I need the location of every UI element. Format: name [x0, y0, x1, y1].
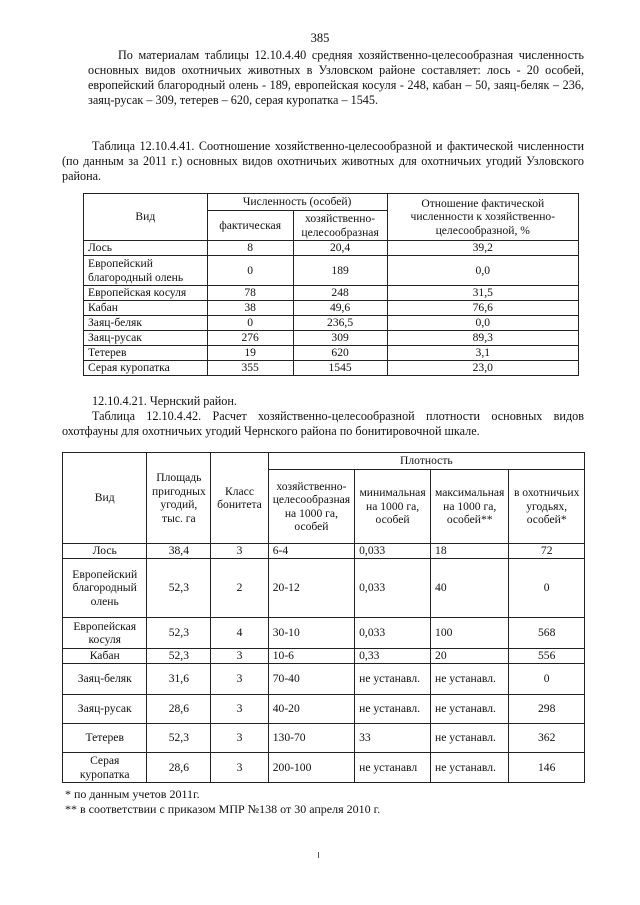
t2-cell-area: 52,3: [147, 559, 211, 618]
t1-body: [84, 241, 579, 376]
t2-cell-economic: 200-100: [268, 753, 354, 783]
t2-header-economic: хозяйственно-целесообразная на 1000 га, особей: [268, 470, 354, 544]
t1-cell-economic: 20,4: [293, 241, 387, 256]
table-row: [63, 753, 585, 783]
t1-cell-ratio: 3,1: [387, 346, 578, 361]
table-row: [63, 695, 585, 724]
table-row: [63, 664, 585, 695]
t1-header-economic: хозяйственно-целесообразная: [293, 211, 387, 241]
t2-cell-min: 0,033: [355, 618, 431, 649]
footnotes: [65, 787, 380, 817]
t1-cell-economic: 248: [293, 286, 387, 301]
t2-cell-max: 100: [431, 618, 509, 649]
t1-cell-actual: 355: [207, 361, 293, 376]
t1-cell-species: Европейская косуля: [84, 286, 208, 301]
t1-cell-economic: 620: [293, 346, 387, 361]
t2-cell-actual: 362: [509, 724, 585, 753]
t1-cell-ratio: 23,0: [387, 361, 578, 376]
t2-cell-area: 52,3: [147, 649, 211, 664]
table-row: [63, 559, 585, 618]
t2-cell-area: 38,4: [147, 544, 211, 559]
table-chernsky-density: [62, 452, 585, 783]
t1-cell-economic: 189: [293, 256, 387, 286]
table-row: [63, 544, 585, 559]
table-row: [84, 316, 579, 331]
t2-cell-area: 28,6: [147, 695, 211, 724]
t1-header-actual: фактическая: [207, 211, 293, 241]
t2-header-area: Площадь пригодных угодий, тыс. га: [147, 453, 211, 544]
t2-header-max: максимальная на 1000 га, особей**: [431, 470, 509, 544]
t2-cell-min: 0,33: [355, 649, 431, 664]
footnote-1: * по данным учетов 2011г.: [65, 787, 200, 801]
table-row: [84, 346, 579, 361]
t2-header-density: Плотность: [268, 453, 584, 470]
t2-cell-class: 3: [211, 544, 268, 559]
t2-cell-economic: 10-6: [268, 649, 354, 664]
t1-cell-economic: 49,6: [293, 301, 387, 316]
table-row: [84, 301, 579, 316]
t2-body: [63, 544, 585, 783]
t2-cell-species: Европейская косуля: [63, 618, 147, 649]
t2-cell-economic: 40-20: [268, 695, 354, 724]
t2-header-actual: в охотничьих угодьях, особей*: [509, 470, 585, 544]
t2-cell-actual: 298: [509, 695, 585, 724]
t2-cell-max: 20: [431, 649, 509, 664]
t2-cell-class: 3: [211, 695, 268, 724]
table-row: [84, 331, 579, 346]
t1-cell-species: Серая куропатка: [84, 361, 208, 376]
table-row: [84, 286, 579, 301]
t2-cell-economic: 6-4: [268, 544, 354, 559]
t2-cell-max: не устанавл.: [431, 664, 509, 695]
t1-cell-ratio: 39,2: [387, 241, 578, 256]
t2-cell-species: Тетерев: [63, 724, 147, 753]
t2-cell-min: не устанавл.: [355, 664, 431, 695]
t2-cell-min: 0,033: [355, 559, 431, 618]
t2-cell-min: не устанавл: [355, 753, 431, 783]
t1-cell-actual: 78: [207, 286, 293, 301]
t2-header-class: Класс бонитета: [211, 453, 268, 544]
t2-cell-max: не устанавл.: [431, 724, 509, 753]
t2-cell-species: Заяц-русак: [63, 695, 147, 724]
t2-cell-actual: 146: [509, 753, 585, 783]
t1-cell-species: Заяц-русак: [84, 331, 208, 346]
t2-cell-class: 2: [211, 559, 268, 618]
t1-header-count: Численность (особей): [207, 194, 387, 211]
t2-cell-actual: 0: [509, 664, 585, 695]
intro-paragraph: По материалам таблицы 12.10.4.40 средняя хозяйственно-целесообразная численность основных видов охотничьих животных в Узловском районе составляет: лось - 20 особей, европейский благородный олень - 189, европейская косуля - 248, кабан – 50, заяц-беляк – 236, заяц-русак – 309, тетерев – 620, серая куропатка – 1545.: [88, 48, 584, 107]
t1-cell-actual: 0: [207, 316, 293, 331]
t1-cell-ratio: 89,3: [387, 331, 578, 346]
t2-cell-area: 31,6: [147, 664, 211, 695]
t2-header-min: минимальная на 1000 га, особей: [355, 470, 431, 544]
t2-cell-min: не устанавл.: [355, 695, 431, 724]
table-row: [84, 241, 579, 256]
table-uzlovsky-ratio: [83, 193, 579, 376]
t1-cell-ratio: 31,5: [387, 286, 578, 301]
t2-cell-economic: 30-10: [268, 618, 354, 649]
table1-caption: Таблица 12.10.4.41. Соотношение хозяйственно-целесообразной и фактической численности (по данным за 2011 г.) основных видов охотничьих животных для охотничьих угодий Узловского района.: [62, 139, 584, 183]
t2-cell-class: 3: [211, 724, 268, 753]
t2-cell-species: Кабан: [63, 649, 147, 664]
t1-cell-ratio: 0,0: [387, 256, 578, 286]
t2-cell-area: 28,6: [147, 753, 211, 783]
t2-cell-species: Европейский благородный олень: [63, 559, 147, 618]
footnote-2: ** в соответствии с приказом МПР №138 от 30 апреля 2010 г.: [65, 802, 381, 816]
t1-cell-economic: 1545: [293, 361, 387, 376]
t2-cell-class: 4: [211, 618, 268, 649]
t1-cell-actual: 38: [207, 301, 293, 316]
t1-cell-actual: 19: [207, 346, 293, 361]
table-row: [84, 256, 579, 286]
t1-cell-ratio: 76,6: [387, 301, 578, 316]
t2-cell-area: 52,3: [147, 724, 211, 753]
page-number: 385: [310, 31, 330, 45]
t1-cell-species: Кабан: [84, 301, 208, 316]
t2-header-species: Вид: [63, 453, 147, 544]
t2-cell-actual: 0: [509, 559, 585, 618]
t2-cell-economic: 130-70: [268, 724, 354, 753]
t2-cell-species: Заяц-беляк: [63, 664, 147, 695]
t2-cell-economic: 70-40: [268, 664, 354, 695]
t1-cell-economic: 309: [293, 331, 387, 346]
t2-cell-species: Серая куропатка: [63, 753, 147, 783]
t2-cell-class: 3: [211, 649, 268, 664]
t1-cell-actual: 8: [207, 241, 293, 256]
t1-cell-species: Заяц-беляк: [84, 316, 208, 331]
t1-header-ratio: Отношение фактической численности к хозяйственно-целесообразной, %: [387, 194, 578, 241]
t2-cell-max: 18: [431, 544, 509, 559]
t1-cell-actual: 0: [207, 256, 293, 286]
table-row: [63, 724, 585, 753]
t2-cell-max: 40: [431, 559, 509, 618]
t2-cell-actual: 568: [509, 618, 585, 649]
t1-cell-actual: 276: [207, 331, 293, 346]
t2-cell-actual: 72: [509, 544, 585, 559]
t2-cell-class: 3: [211, 664, 268, 695]
t2-cell-min: 33: [355, 724, 431, 753]
t2-cell-max: не устанавл.: [431, 753, 509, 783]
t1-cell-species: Европейский благородный олень: [84, 256, 208, 286]
table2-caption: Таблица 12.10.4.42. Расчет хозяйственно-целесообразной плотности основных видов охотфауны для охотничьих угодий Чернского района по бонитировочной шкале.: [62, 409, 584, 438]
section-block: [62, 394, 584, 439]
t2-cell-area: 52,3: [147, 618, 211, 649]
t2-cell-species: Лось: [63, 544, 147, 559]
t2-cell-class: 3: [211, 753, 268, 783]
t2-cell-actual: 556: [509, 649, 585, 664]
t1-cell-species: Тетерев: [84, 346, 208, 361]
t1-header-species: Вид: [84, 194, 208, 241]
table-row: [84, 361, 579, 376]
t2-cell-min: 0,033: [355, 544, 431, 559]
t2-cell-economic: 20-12: [268, 559, 354, 618]
t1-cell-economic: 236,5: [293, 316, 387, 331]
table-row: [63, 618, 585, 649]
t1-cell-species: Лось: [84, 241, 208, 256]
t2-cell-max: не устанавл.: [431, 695, 509, 724]
table-row: [63, 649, 585, 664]
t1-cell-ratio: 0,0: [387, 316, 578, 331]
section-heading: 12.10.4.21. Чернский район.: [92, 394, 237, 408]
scan-mark: [318, 852, 319, 858]
